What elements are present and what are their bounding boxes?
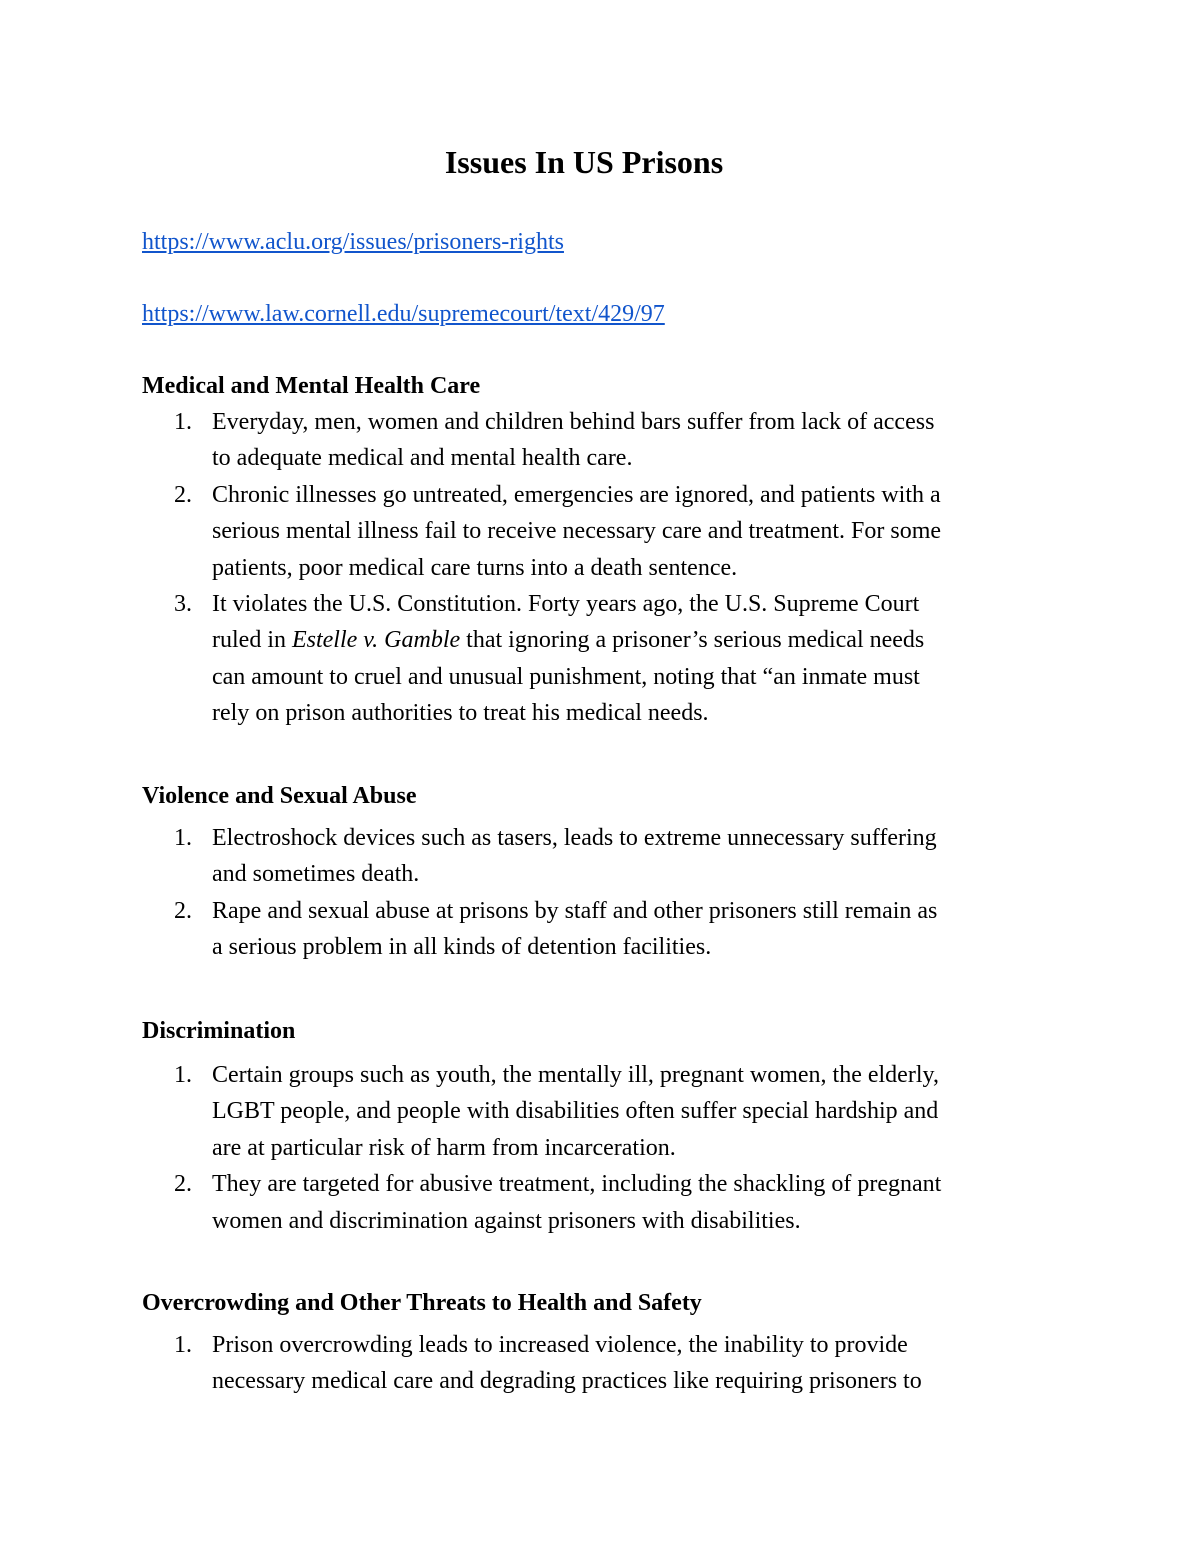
section-overcrowding <box>142 1285 1062 1400</box>
case-name: Estelle v. Gamble <box>291 627 461 654</box>
list-item <box>142 404 1062 477</box>
list-number: 1. <box>174 1062 192 1088</box>
list-line: are at particular risk of harm from incarceration. <box>212 1134 676 1161</box>
section-heading: Discrimination <box>142 1018 296 1044</box>
text-run: ruled in <box>212 627 292 654</box>
cornell-link[interactable]: https://www.law.cornell.edu/supremecourt/text/429/97 <box>142 301 665 327</box>
section-violence <box>142 778 1062 966</box>
section-heading: Violence and Sexual Abuse <box>142 783 417 809</box>
list-number: 1. <box>174 825 192 851</box>
list-number: 3. <box>174 591 192 618</box>
section-heading: Overcrowding and Other Threats to Health and Safety <box>142 1290 702 1316</box>
list-line: women and discrimination against prisoners with disabilities. <box>212 1207 801 1234</box>
section-heading: Medical and Mental Health Care <box>142 373 481 399</box>
violence-list <box>142 820 1062 966</box>
list-item <box>142 893 1062 966</box>
list-number: 1. <box>174 1332 192 1358</box>
list-number: 1. <box>174 409 192 435</box>
list-item <box>142 586 1062 732</box>
list-line: can amount to cruel and unusual punishment, noting that “an inmate must <box>212 663 920 690</box>
page-title: Issues In US Prisons <box>444 144 724 180</box>
list-line: to adequate medical and mental health care. <box>212 445 633 472</box>
list-line: necessary medical care and degrading practices like requiring prisoners to <box>212 1368 922 1395</box>
aclu-link[interactable]: https://www.aclu.org/issues/prisoners-rights <box>142 229 564 255</box>
list-number: 2. <box>174 897 192 924</box>
list-line: Electroshock devices such as tasers, leads to extreme unnecessary suffering <box>212 825 937 851</box>
list-line: It violates the U.S. Constitution. Forty years ago, the U.S. Supreme Court <box>212 591 920 618</box>
text-run: that ignoring a prisoner’s serious medical needs <box>460 627 925 654</box>
list-number: 2. <box>174 1171 192 1198</box>
list-line: Chronic illnesses go untreated, emergencies are ignored, and patients with a <box>212 481 941 508</box>
list-line: Everyday, men, women and children behind bars suffer from lack of access <box>212 409 935 435</box>
medical-list <box>142 404 1062 732</box>
list-line: a serious problem in all kinds of detention facilities. <box>212 934 712 961</box>
list-line: They are targeted for abusive treatment, including the shackling of pregnant <box>212 1171 942 1198</box>
list-item <box>142 477 1062 586</box>
overcrowding-list <box>142 1327 1062 1400</box>
section-discrimination <box>142 1013 1062 1239</box>
list-number: 2. <box>174 481 192 508</box>
list-line: Certain groups such as youth, the mentally ill, pregnant women, the elderly, <box>212 1062 939 1088</box>
list-line <box>212 622 1062 658</box>
list-item <box>142 1057 1062 1166</box>
section-medical <box>142 368 1062 732</box>
discrimination-list <box>142 1057 1062 1239</box>
list-line: serious mental illness fail to receive necessary care and treatment. For some <box>212 518 942 545</box>
list-line: rely on prison authorities to treat his medical needs. <box>212 700 709 727</box>
list-line: LGBT people, and people with disabilities often suffer special hardship and <box>212 1098 939 1125</box>
list-item <box>142 1327 1062 1400</box>
list-line: Prison overcrowding leads to increased violence, the inability to provide <box>212 1332 908 1358</box>
list-item <box>142 1166 1062 1239</box>
list-line: patients, poor medical care turns into a death sentence. <box>212 554 738 581</box>
list-line: Rape and sexual abuse at prisons by staff and other prisoners still remain as <box>212 897 938 924</box>
list-item <box>142 820 1062 893</box>
list-line: and sometimes death. <box>212 861 420 888</box>
